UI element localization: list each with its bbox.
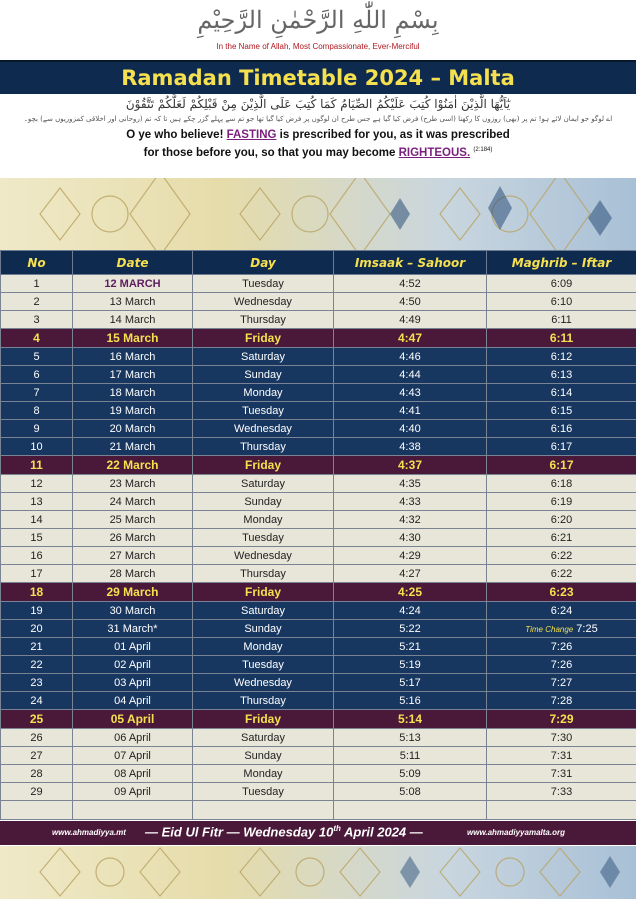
cell-no: 25	[1, 710, 73, 729]
footer-url-right[interactable]: www.ahmadiyyamalta.org	[467, 828, 565, 837]
table-row	[1, 366, 636, 384]
cell-date: 07 April	[73, 747, 193, 765]
cell-date: 17 March	[73, 366, 193, 384]
cell-maghrib: 6:22	[487, 565, 636, 583]
cell-maghrib: 6:12	[487, 348, 636, 366]
cell-imsaak: 4:30	[334, 529, 487, 547]
col-header-date: Date	[73, 251, 193, 275]
cell-imsaak: 4:24	[334, 602, 487, 620]
cell-maghrib: 6:09	[487, 275, 636, 293]
cell-day: Wednesday	[193, 293, 334, 311]
cell-date: 01 April	[73, 638, 193, 656]
cell-date: 13 March	[73, 293, 193, 311]
cell-day: Tuesday	[193, 783, 334, 801]
cell-date: 25 March	[73, 511, 193, 529]
cell-empty	[1, 801, 73, 820]
cell-date: 31 March*	[73, 620, 193, 638]
cell-imsaak: 4:52	[334, 275, 487, 293]
cell-maghrib: 6:22	[487, 547, 636, 565]
table-row	[1, 384, 636, 402]
cell-imsaak: 4:38	[334, 438, 487, 456]
cell-date: 16 March	[73, 348, 193, 366]
cell-date: 21 March	[73, 438, 193, 456]
col-header-maghrib: Maghrib – Iftar	[487, 251, 636, 275]
cell-maghrib: 6:14	[487, 384, 636, 402]
eid-announcement	[145, 824, 423, 839]
cell-imsaak: 4:29	[334, 547, 487, 565]
table-row	[1, 547, 636, 565]
cell-imsaak: 4:35	[334, 475, 487, 493]
cell-imsaak: 4:27	[334, 565, 487, 583]
cell-imsaak: 4:50	[334, 293, 487, 311]
cell-imsaak: 5:22	[334, 620, 487, 638]
cell-no: 6	[1, 366, 73, 384]
cell-no: 9	[1, 420, 73, 438]
cell-date: 06 April	[73, 729, 193, 747]
cell-day: Sunday	[193, 747, 334, 765]
cell-day: Friday	[193, 583, 334, 602]
verse-arabic: يٰٓاَيُّهَا الَّذِيْنَ اٰمَنُوْا كُتِبَ عَلَيْكُمُ الصِّيَامُ كَمَا كُتِبَ عَلَى الَّذِيْنَ مِنْ قَبْلِكُمْ لَعَلَّكُمْ تَتَّقُوْنَ	[125, 97, 511, 111]
cell-day: Tuesday	[193, 275, 334, 293]
cell-date: 09 April	[73, 783, 193, 801]
cell-maghrib: 7:33	[487, 783, 636, 801]
cell-day: Monday	[193, 638, 334, 656]
verse-text-3: for those before you, so that you may become	[143, 146, 399, 159]
cell-no: 8	[1, 402, 73, 420]
cell-no: 23	[1, 674, 73, 692]
cell-no: 5	[1, 348, 73, 366]
cell-day: Wednesday	[193, 547, 334, 565]
cell-imsaak: 5:14	[334, 710, 487, 729]
cell-no: 18	[1, 583, 73, 602]
cell-no: 15	[1, 529, 73, 547]
cell-day: Saturday	[193, 729, 334, 747]
cell-maghrib: 6:23	[487, 583, 636, 602]
eid-text: — Eid Ul Fitr — Wednesday 10	[145, 824, 334, 840]
table-row	[1, 493, 636, 511]
cell-no: 10	[1, 438, 73, 456]
cell-no: 21	[1, 638, 73, 656]
table-row	[1, 565, 636, 583]
cell-day: Tuesday	[193, 402, 334, 420]
verse-righteous: RIGHTEOUS.	[398, 146, 471, 159]
cell-maghrib: 6:11	[487, 311, 636, 329]
cell-date: 18 March	[73, 384, 193, 402]
footer-bar	[0, 821, 636, 845]
cell-maghrib: 7:28	[487, 692, 636, 710]
timetable	[0, 250, 636, 820]
cell-imsaak: 4:46	[334, 348, 487, 366]
cell-no: 14	[1, 511, 73, 529]
cell-maghrib: 6:24	[487, 602, 636, 620]
cell-imsaak: 4:32	[334, 511, 487, 529]
col-header-no: No	[1, 251, 73, 275]
cell-date: 30 March	[73, 602, 193, 620]
top-header	[0, 0, 636, 60]
table-row	[1, 729, 636, 747]
cell-day: Thursday	[193, 311, 334, 329]
cell-no: 26	[1, 729, 73, 747]
cell-date: 29 March	[73, 583, 193, 602]
cell-imsaak: 5:17	[334, 674, 487, 692]
time-change-note: Time Change	[525, 624, 574, 634]
cell-day: Wednesday	[193, 674, 334, 692]
cell-day: Tuesday	[193, 529, 334, 547]
cell-date: 14 March	[73, 311, 193, 329]
cell-imsaak: 5:09	[334, 765, 487, 783]
cell-maghrib: 7:30	[487, 729, 636, 747]
cell-day: Friday	[193, 456, 334, 475]
cell-day: Thursday	[193, 692, 334, 710]
table-row	[1, 275, 636, 293]
verse-urdu: اے لوگو جو ایمان لائے ہو! تم پر (بھی) روزوں کا رکھنا (اسی طرح) فرض کیا گیا ہے جس طرح ان لوگوں پر فرض کیا گیا تھا جو تم سے پہلے گزر چکے ہیں تا کہ تم (روحانی اور اخلاقی کمزوریوں سے) بچو۔	[23, 115, 613, 123]
table-row	[1, 783, 636, 801]
cell-day: Friday	[193, 710, 334, 729]
table-row	[1, 511, 636, 529]
cell-day: Sunday	[193, 366, 334, 384]
cell-no: 22	[1, 656, 73, 674]
table-row	[1, 674, 636, 692]
table-header-row	[1, 251, 636, 275]
cell-maghrib: 7:29	[487, 710, 636, 729]
maghrib-value: 7:25	[576, 622, 598, 635]
table-row	[1, 638, 636, 656]
cell-date: 22 March	[73, 456, 193, 475]
cell-no: 19	[1, 602, 73, 620]
verse-english	[0, 128, 636, 161]
decorative-pattern-top	[0, 178, 636, 250]
cell-maghrib: 6:13	[487, 366, 636, 384]
table-row	[1, 710, 636, 729]
cell-day: Wednesday	[193, 420, 334, 438]
cell-no: 27	[1, 747, 73, 765]
cell-maghrib	[487, 620, 636, 638]
cell-maghrib: 6:16	[487, 420, 636, 438]
table-row	[1, 747, 636, 765]
cell-imsaak: 4:49	[334, 311, 487, 329]
cell-date: 26 March	[73, 529, 193, 547]
cell-maghrib: 6:10	[487, 293, 636, 311]
cell-no: 3	[1, 311, 73, 329]
cell-date: 24 March	[73, 493, 193, 511]
table-row	[1, 602, 636, 620]
cell-maghrib: 7:27	[487, 674, 636, 692]
cell-maghrib: 6:17	[487, 456, 636, 475]
cell-maghrib: 6:11	[487, 329, 636, 348]
cell-date: 08 April	[73, 765, 193, 783]
cell-day: Saturday	[193, 475, 334, 493]
table-row	[1, 692, 636, 710]
cell-imsaak: 4:47	[334, 329, 487, 348]
cell-day: Monday	[193, 765, 334, 783]
cell-imsaak: 5:21	[334, 638, 487, 656]
timetable-body	[1, 275, 636, 820]
table-row	[1, 529, 636, 547]
footer-url-left[interactable]: www.ahmadiyya.mt	[52, 828, 126, 837]
cell-date: 03 April	[73, 674, 193, 692]
cell-date: 15 March	[73, 329, 193, 348]
cell-no: 24	[1, 692, 73, 710]
cell-no: 12	[1, 475, 73, 493]
cell-date: 27 March	[73, 547, 193, 565]
cell-maghrib: 7:26	[487, 638, 636, 656]
cell-maghrib: 7:31	[487, 747, 636, 765]
verse-block	[0, 97, 636, 161]
table-row	[1, 583, 636, 602]
table-row	[1, 311, 636, 329]
page-title: Ramadan Timetable 2024 – Malta	[121, 66, 515, 90]
table-row	[1, 475, 636, 493]
cell-day: Saturday	[193, 602, 334, 620]
cell-imsaak: 4:40	[334, 420, 487, 438]
table-row	[1, 329, 636, 348]
cell-empty	[334, 801, 487, 820]
cell-maghrib: 6:21	[487, 529, 636, 547]
cell-date: 05 April	[73, 710, 193, 729]
cell-imsaak: 4:25	[334, 583, 487, 602]
cell-imsaak: 4:43	[334, 384, 487, 402]
cell-empty	[487, 801, 636, 820]
cell-imsaak: 5:13	[334, 729, 487, 747]
cell-maghrib: 6:19	[487, 493, 636, 511]
cell-day: Monday	[193, 511, 334, 529]
table-row	[1, 438, 636, 456]
title-banner	[0, 60, 636, 94]
cell-day: Thursday	[193, 438, 334, 456]
verse-text-1: O ye who believe!	[126, 129, 227, 141]
cell-no: 29	[1, 783, 73, 801]
cell-no: 2	[1, 293, 73, 311]
cell-no: 7	[1, 384, 73, 402]
cell-day: Sunday	[193, 620, 334, 638]
cell-maghrib: 7:31	[487, 765, 636, 783]
cell-no: 28	[1, 765, 73, 783]
cell-date: 20 March	[73, 420, 193, 438]
cell-imsaak: 4:33	[334, 493, 487, 511]
cell-day: Thursday	[193, 565, 334, 583]
table-row-empty	[1, 801, 636, 820]
cell-no: 20	[1, 620, 73, 638]
cell-no: 17	[1, 565, 73, 583]
cell-empty	[73, 801, 193, 820]
cell-no: 1	[1, 275, 73, 293]
cell-imsaak: 5:19	[334, 656, 487, 674]
cell-no: 16	[1, 547, 73, 565]
verse-text-2: is prescribed for you, as it was prescribed	[276, 129, 510, 141]
cell-date: 28 March	[73, 565, 193, 583]
cell-maghrib: 6:18	[487, 475, 636, 493]
cell-day: Monday	[193, 384, 334, 402]
verse-fasting: FASTING	[226, 129, 277, 141]
verse-reference: (2:184)	[473, 147, 493, 153]
bismillah-calligraphy: بِسْمِ اللّٰهِ الرَّحْمٰنِ الرَّحِيْمِ	[197, 6, 439, 34]
cell-imsaak: 5:08	[334, 783, 487, 801]
table-row	[1, 348, 636, 366]
cell-no: 11	[1, 456, 73, 475]
table-row	[1, 656, 636, 674]
bismillah-translation: In the Name of Allah, Most Compassionate, Ever-Merciful	[216, 42, 420, 51]
cell-date: 04 April	[73, 692, 193, 710]
cell-day: Friday	[193, 329, 334, 348]
cell-maghrib: 6:15	[487, 402, 636, 420]
cell-imsaak: 4:41	[334, 402, 487, 420]
table-row	[1, 765, 636, 783]
cell-date: 19 March	[73, 402, 193, 420]
cell-maghrib: 7:26	[487, 656, 636, 674]
table-row	[1, 620, 636, 638]
col-header-imsaak: Imsaak – Sahoor	[334, 251, 487, 275]
cell-date: 02 April	[73, 656, 193, 674]
cell-imsaak: 4:37	[334, 456, 487, 475]
cell-no: 4	[1, 329, 73, 348]
eid-text-end: April 2024 —	[340, 824, 423, 840]
cell-date: 12 MARCH	[73, 275, 193, 293]
col-header-day: Day	[193, 251, 334, 275]
cell-day: Sunday	[193, 493, 334, 511]
cell-day: Saturday	[193, 348, 334, 366]
cell-empty	[193, 801, 334, 820]
cell-date: 23 March	[73, 475, 193, 493]
cell-imsaak: 4:44	[334, 366, 487, 384]
table-row	[1, 402, 636, 420]
table-row	[1, 293, 636, 311]
table-row	[1, 456, 636, 475]
eid-sup: th	[333, 824, 341, 833]
decorative-pattern-bottom	[0, 846, 636, 899]
table-row	[1, 420, 636, 438]
cell-imsaak: 5:16	[334, 692, 487, 710]
cell-imsaak: 5:11	[334, 747, 487, 765]
cell-day: Tuesday	[193, 656, 334, 674]
cell-maghrib: 6:17	[487, 438, 636, 456]
cell-no: 13	[1, 493, 73, 511]
cell-maghrib: 6:20	[487, 511, 636, 529]
